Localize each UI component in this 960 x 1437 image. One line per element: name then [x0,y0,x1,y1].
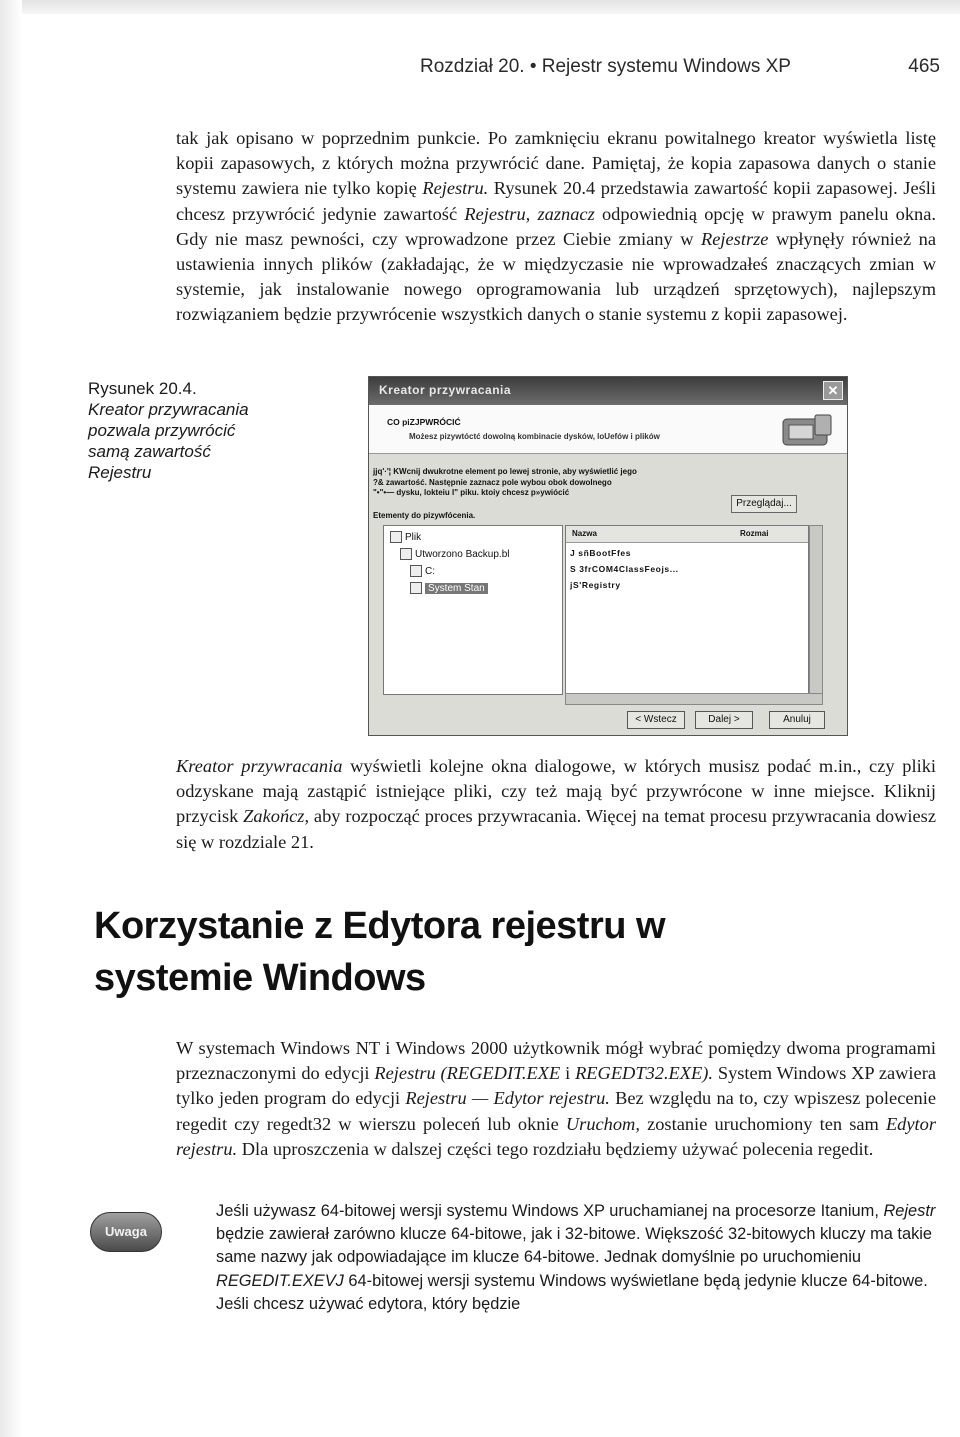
file-icon [400,548,412,560]
text-run: i [560,1063,576,1084]
italic-run: Rejestru (REGEDIT.EXE [374,1063,561,1084]
close-icon[interactable]: ✕ [823,381,843,400]
list-item[interactable]: jS'Registry [570,580,621,590]
tree-item[interactable] [400,547,510,562]
italic-run: Rejestru. [422,178,489,199]
folder-icon [390,531,402,543]
italic-run: Rejestru, zaznacz [464,203,595,224]
back-button[interactable]: < Wstecz [627,711,685,729]
dialog-header [369,405,847,454]
column-name[interactable]: Nazwa [572,529,597,538]
horizontal-scrollbar[interactable] [565,693,823,705]
italic-run: REGEDIT.EXEVJ [216,1271,344,1290]
tree-item[interactable] [390,530,421,545]
body-paragraph-2 [176,754,936,855]
text-run: Rysunek 20.4 przedstawia zawartość kopii zapasowej. Jeśli chcesz przywrócić jedynie zawartość [176,178,936,224]
text-run: odpowiednią opcję w prawym panelu okna. Gdy nie masz pewności, czy wprowadzone przez Ciebie zmiany w [176,203,936,249]
restore-wizard-dialog [368,376,848,736]
checkbox-icon [410,582,422,594]
body-paragraph-3 [176,1036,936,1162]
instruction-line: ?& zawartość. Następnie zaznacz pole wybou obok dowolnego [373,477,612,487]
list-header [566,526,808,543]
text-run: Dla uproszczenia w dalszej części tego rozdziału będziemy używać polecenia regedit. [237,1138,874,1159]
column-size[interactable]: Rozmai [740,529,769,538]
italic-run: Kreator przywracania [176,756,343,776]
italic-run: Rejestr [883,1202,936,1220]
browse-button[interactable]: Przeglądaj... [731,495,797,513]
vertical-scrollbar[interactable] [809,525,823,695]
contents-list[interactable] [565,525,809,695]
page-number: 465 [908,56,940,77]
note-badge: Uwaga [90,1212,162,1252]
left-page-edge [0,0,22,1437]
running-header [420,56,940,80]
text-run: tak jak opisano w poprzednim punkcie. Po zamknięciu ekranu powitalnego kreator wyświetla listę kopii zapasowych, z których można przywrócić dane. Pamiętaj, że kopia zapasowa danych o stanie systemu zawiera nie tylko kopię [176,128,936,199]
instruction-line: "•"•— dysku, lokteiu I" piku. ktoiy chcesz p»ywiócić [373,488,570,497]
body-paragraph-1 [176,126,936,328]
dialog-title: Kreator przywracania [379,383,512,397]
tree-item[interactable] [410,564,435,579]
dialog-subheading: Możesz pizywtóctć dowolną kombinacie dysków, loUefów i plików [409,432,660,441]
next-button[interactable]: Dalej > [695,711,753,729]
note-text [216,1200,938,1316]
text-run: aby rozpocząć proces przywracania. Więcej na temat procesu przywracania dowiesz się w rozdziale 21. [176,806,936,852]
instruction-line: jjq'·'¦ KWcnij dwukrotne element po lewej stronie, aby wyświetlić jego [373,467,637,476]
text-run: W systemach Windows NT i Windows 2000 użytkownik mógł wybrać pomiędzy dwoma programami przeznaczonymi do edycji [176,1038,936,1084]
top-page-edge [0,0,960,14]
tree-item-label: System Stan [425,583,488,594]
dialog-title-bar [369,377,847,405]
tree-item-label: Utworzono Backup.bl [415,549,510,560]
text-run: Bez względu na to, czy wpiszesz polecenie regedit czy regedt32 w wierszu poleceń lub oknie [176,1088,936,1134]
italic-run: Rejestru — Edytor rejestru. [405,1088,610,1109]
text-run: będzie zawierał zarówno klucze 64-bitowe, jak i 32-bitowe. Większość 32-bitowych kluczy ma takie same nazwy jak odpowiadające im klucze 64-bitowe. Jednak domyślnie po uruchomieniu [216,1225,933,1267]
backup-drive-icon [779,411,835,449]
tree-item-selected[interactable] [410,581,488,596]
text-run: 64-bitowej wersji systemu Windows wyświetlane będą jedynie klucze 64-bitowe. Jeśli chcesz używać edytora, który będzie [216,1271,928,1313]
figure-caption [88,378,268,483]
dialog-heading: CO piZJPWRÓCIĆ [387,417,461,427]
list-item[interactable]: J sñBootFfes [570,548,632,558]
cancel-button[interactable]: Anuluj [769,711,825,729]
tree-panel[interactable] [383,525,563,695]
italic-run: Uruchom, [565,1113,640,1134]
italic-run: Zakończ, [243,806,310,827]
figure-description: Kreator przywracania pozwala przywrócić samą zawartość Rejestru [88,400,249,482]
italic-run: REGEDT32.EXE). [575,1063,713,1084]
tree-item-label: C: [425,566,435,577]
chapter-title: Rozdział 20. • Rejestr systemu Windows XP [420,56,791,77]
list-item[interactable]: S 3frCOM4ClassFeojs... [570,564,679,574]
text-run: System Windows XP zawiera tylko jeden program do edycji [176,1063,936,1109]
italic-run: Rejestrze [701,228,769,249]
text-run: wpłynęły również na ustawienia innych plików (zakładając, że w międzyczasie nie wprowadzałeś znaczących zmian w systemie, jak instalowanie nowego oprogramowania lub urządzeń sprzętowych), najlepszym rozwiązaniem będzie przywrócenie wszystkich danych o stanie systemu z kopii zapasowej. [176,228,937,325]
figure-number: Rysunek 20.4. [88,379,197,398]
text-run: Jeśli używasz 64-bitowej wersji systemu Windows XP uruchamianej na procesorze Itanium, [216,1202,884,1220]
tree-item-label: Plik [405,532,422,543]
elements-label: Etementy do pizywfócenia. [373,511,476,520]
drive-icon [410,565,422,577]
italic-run: Edytor rejestru. [176,1113,937,1159]
section-heading: Korzystanie z Edytora rejestru w systemie Windows [94,905,666,999]
text-run: zostanie uruchomiony ten sam [639,1113,886,1134]
instructions [373,467,637,499]
text-run: wyświetli kolejne okna dialogowe, w których musisz podać m.in., czy pliki odzyskane mają zastąpić istniejące pliki, czy też mają być przywrócone w inne miejsce. Kliknij przycisk [176,756,936,827]
